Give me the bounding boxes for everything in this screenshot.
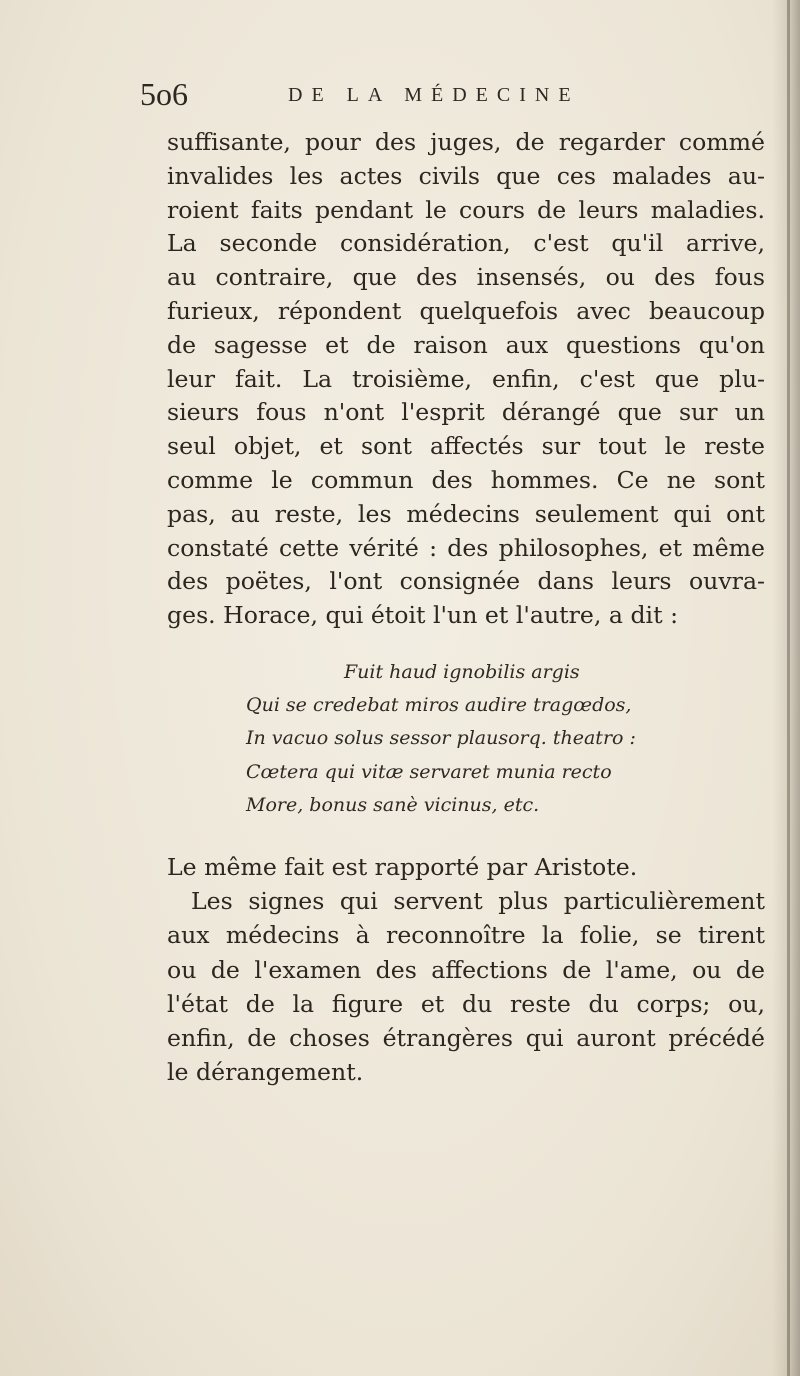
text-line: furieux, répondent quelquefois avec beaucoup bbox=[167, 296, 765, 325]
text-line: Les signes qui servent plus particulièrement bbox=[191, 887, 765, 916]
verse-line: Cœtera qui vitæ servaret munia recto bbox=[246, 760, 612, 783]
text-line: invalides les actes civils que ces malades au- bbox=[167, 161, 765, 190]
text-line: enfin, de choses étrangères qui auront précédé bbox=[167, 1024, 765, 1053]
running-head: DE LA MÉDECINE bbox=[288, 84, 580, 106]
text-line: l'état de la figure et du reste du corps; ou, bbox=[167, 989, 765, 1018]
text-line: sieurs fous n'ont l'esprit dérangé que sur un bbox=[167, 398, 765, 427]
page-edge-shadow bbox=[772, 0, 800, 1376]
text-line: seul objet, et sont affectés sur tout le reste bbox=[167, 432, 765, 461]
text-line: ges. Horace, qui étoit l'un et l'autre, a dit : bbox=[167, 601, 679, 630]
text-line: des poëtes, l'ont consignée dans leurs ouvra- bbox=[167, 567, 765, 596]
text-line: roient faits pendant le cours de leurs maladies. bbox=[167, 195, 765, 224]
page-header bbox=[140, 76, 700, 116]
verse-line: In vacuo solus sessor plausorq. theatro : bbox=[246, 727, 636, 750]
text-line: suffisante, pour des juges, de regarder commé bbox=[167, 128, 765, 156]
text-line: de sagesse et de raison aux questions qu'on bbox=[167, 330, 765, 359]
text-line: aux médecins à reconnoître la folie, se tirent bbox=[167, 921, 765, 950]
text-line: ou de l'examen des affections de l'ame, ou de bbox=[167, 955, 765, 984]
text-line: leur fait. La troisième, enfin, c'est que plu- bbox=[167, 364, 765, 393]
paragraph-2 bbox=[167, 850, 765, 1089]
page-edge-line bbox=[787, 0, 790, 1376]
text-line: La seconde considération, c'est qu'il arrive, bbox=[167, 229, 765, 258]
horace-quotation bbox=[246, 656, 726, 822]
verse-line: Fuit haud ignobilis argis bbox=[344, 661, 580, 683]
verse-line: More, bonus sanè vicinus, etc. bbox=[246, 793, 540, 816]
text-line: Le même fait est rapporté par Aristote. bbox=[167, 853, 638, 881]
text-line: le dérangement. bbox=[167, 1058, 364, 1087]
verse-line: Qui se credebat miros audire tragœdos, bbox=[246, 694, 632, 717]
text-line: comme le commun des hommes. Ce ne sont bbox=[167, 465, 765, 494]
text-line: constaté cette vérité : des philosophes, et même bbox=[167, 533, 765, 562]
text-line: pas, au reste, les médecins seulement qui ont bbox=[167, 499, 765, 528]
paragraph-1 bbox=[167, 126, 765, 633]
page-number: 5o6 bbox=[140, 76, 188, 112]
text-line: au contraire, que des insensés, ou des fous bbox=[167, 263, 765, 292]
